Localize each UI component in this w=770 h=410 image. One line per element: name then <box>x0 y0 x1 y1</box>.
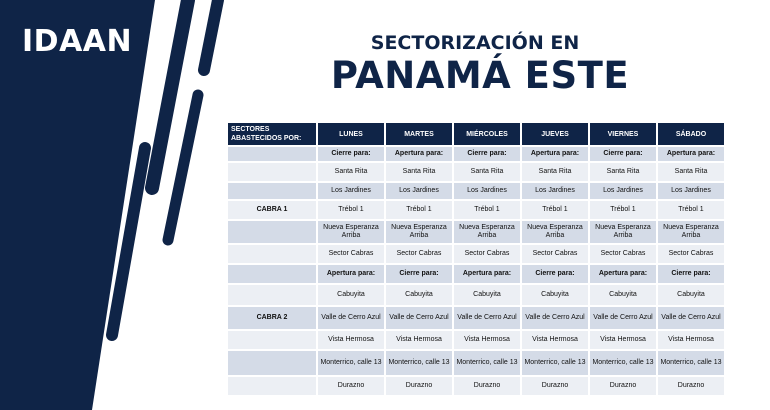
table-row <box>228 331 724 349</box>
schedule-cell: Cabuyita <box>318 285 384 305</box>
schedule-cell: Trébol 1 <box>658 201 724 219</box>
table-row <box>228 307 724 329</box>
sector-cell <box>228 351 316 375</box>
schedule-cell: Cabuyita <box>522 285 588 305</box>
schedule-cell: Vista Hermosa <box>522 331 588 349</box>
sector-cell <box>228 377 316 395</box>
sector-cell <box>228 285 316 305</box>
sector-cell: CABRA 2 <box>228 307 316 329</box>
schedule-cell: Valle de Cerro Azul <box>590 307 656 329</box>
schedule-cell: Apertura para: <box>386 147 452 161</box>
table-header-row <box>228 123 724 145</box>
idaan-logo: IDAAN <box>22 24 133 59</box>
stripe-2 <box>204 0 218 70</box>
header-day: JUEVES <box>522 123 588 145</box>
sector-cell <box>228 163 316 181</box>
schedule-cell: Sector Cabras <box>590 245 656 263</box>
schedule-cell: Los Jardines <box>658 183 724 199</box>
diagonal-stripes-decoration <box>0 0 230 410</box>
schedule-cell: Sector Cabras <box>658 245 724 263</box>
schedule-cell: Valle de Cerro Azul <box>454 307 520 329</box>
schedule-cell: Trébol 1 <box>522 201 588 219</box>
schedule-cell: Santa Rita <box>658 163 724 181</box>
schedule-cell: Monterrico, calle 13 <box>590 351 656 375</box>
schedule-cell: Los Jardines <box>590 183 656 199</box>
table-row <box>228 351 724 375</box>
header-day: MIÉRCOLES <box>454 123 520 145</box>
schedule-cell: Apertura para: <box>658 147 724 161</box>
schedule-cell: Los Jardines <box>454 183 520 199</box>
schedule-cell: Monterrico, calle 13 <box>658 351 724 375</box>
schedule-cell: Trébol 1 <box>386 201 452 219</box>
schedule-cell: Santa Rita <box>454 163 520 181</box>
schedule-cell: Vista Hermosa <box>386 331 452 349</box>
schedule-cell: Sector Cabras <box>522 245 588 263</box>
schedule-cell: Durazno <box>522 377 588 395</box>
schedule-cell: Cabuyita <box>658 285 724 305</box>
schedule-cell: Durazno <box>386 377 452 395</box>
page-title-line1: SECTORIZACIÓN EN <box>370 32 580 54</box>
schedule-cell: Nueva Esperanza Arriba <box>386 221 452 243</box>
schedule-cell: Vista Hermosa <box>590 331 656 349</box>
table-row <box>228 221 724 243</box>
schedule-cell: Vista Hermosa <box>318 331 384 349</box>
schedule-cell: Santa Rita <box>318 163 384 181</box>
schedule-cell: Apertura para: <box>318 265 384 283</box>
schedule-cell: Valle de Cerro Azul <box>658 307 724 329</box>
schedule-cell: Nueva Esperanza Arriba <box>522 221 588 243</box>
schedule-cell: Cabuyita <box>386 285 452 305</box>
table-row <box>228 245 724 263</box>
schedule-cell: Valle de Cerro Azul <box>318 307 384 329</box>
table-row <box>228 201 724 219</box>
schedule-cell: Los Jardines <box>386 183 452 199</box>
schedule-cell: Cierre para: <box>590 147 656 161</box>
schedule-cell: Monterrico, calle 13 <box>386 351 452 375</box>
schedule-cell: Apertura para: <box>590 265 656 283</box>
schedule-cell: Trébol 1 <box>454 201 520 219</box>
sectorization-table <box>226 121 726 397</box>
sector-cell <box>228 331 316 349</box>
schedule-cell: Monterrico, calle 13 <box>318 351 384 375</box>
schedule-cell: Nueva Esperanza Arriba <box>318 221 384 243</box>
schedule-cell: Nueva Esperanza Arriba <box>590 221 656 243</box>
schedule-cell: Santa Rita <box>386 163 452 181</box>
header-day: LUNES <box>318 123 384 145</box>
page-title-line2: PANAMÁ ESTE <box>330 54 630 97</box>
schedule-cell: Cierre para: <box>318 147 384 161</box>
schedule-cell: Apertura para: <box>522 147 588 161</box>
schedule-cell: Cabuyita <box>454 285 520 305</box>
table-row <box>228 377 724 395</box>
schedule-cell: Durazno <box>454 377 520 395</box>
schedule-cell: Valle de Cerro Azul <box>386 307 452 329</box>
sector-cell <box>228 221 316 243</box>
schedule-cell: Trébol 1 <box>318 201 384 219</box>
schedule-cell: Nueva Esperanza Arriba <box>658 221 724 243</box>
sector-cell <box>228 265 316 283</box>
table-row <box>228 285 724 305</box>
sector-cell <box>228 147 316 161</box>
schedule-cell: Durazno <box>658 377 724 395</box>
schedule-cell: Trébol 1 <box>590 201 656 219</box>
schedule-cell: Sector Cabras <box>386 245 452 263</box>
schedule-cell: Monterrico, calle 13 <box>454 351 520 375</box>
table-row <box>228 183 724 199</box>
header-day: VIERNES <box>590 123 656 145</box>
header-sectors: SECTORES ABASTECIDOS POR: <box>228 123 316 145</box>
schedule-cell: Cierre para: <box>658 265 724 283</box>
schedule-cell: Santa Rita <box>522 163 588 181</box>
schedule-cell: Cabuyita <box>590 285 656 305</box>
schedule-cell: Valle de Cerro Azul <box>522 307 588 329</box>
schedule-cell: Cierre para: <box>386 265 452 283</box>
table-row <box>228 147 724 161</box>
schedule-cell: Vista Hermosa <box>658 331 724 349</box>
schedule-cell: Cierre para: <box>454 147 520 161</box>
schedule-cell: Apertura para: <box>454 265 520 283</box>
schedule-cell: Nueva Esperanza Arriba <box>454 221 520 243</box>
sector-cell <box>228 245 316 263</box>
table-body <box>228 147 724 395</box>
header-day: MARTES <box>386 123 452 145</box>
schedule-cell: Los Jardines <box>318 183 384 199</box>
schedule-cell: Sector Cabras <box>318 245 384 263</box>
sector-cell: CABRA 1 <box>228 201 316 219</box>
schedule-cell: Durazno <box>590 377 656 395</box>
schedule-cell: Sector Cabras <box>454 245 520 263</box>
table-row <box>228 163 724 181</box>
schedule-cell: Los Jardines <box>522 183 588 199</box>
schedule-cell: Durazno <box>318 377 384 395</box>
header-day: SÁBADO <box>658 123 724 145</box>
schedule-cell: Vista Hermosa <box>454 331 520 349</box>
table-row <box>228 265 724 283</box>
sector-cell <box>228 183 316 199</box>
schedule-cell: Santa Rita <box>590 163 656 181</box>
schedule-cell: Monterrico, calle 13 <box>522 351 588 375</box>
schedule-cell: Cierre para: <box>522 265 588 283</box>
